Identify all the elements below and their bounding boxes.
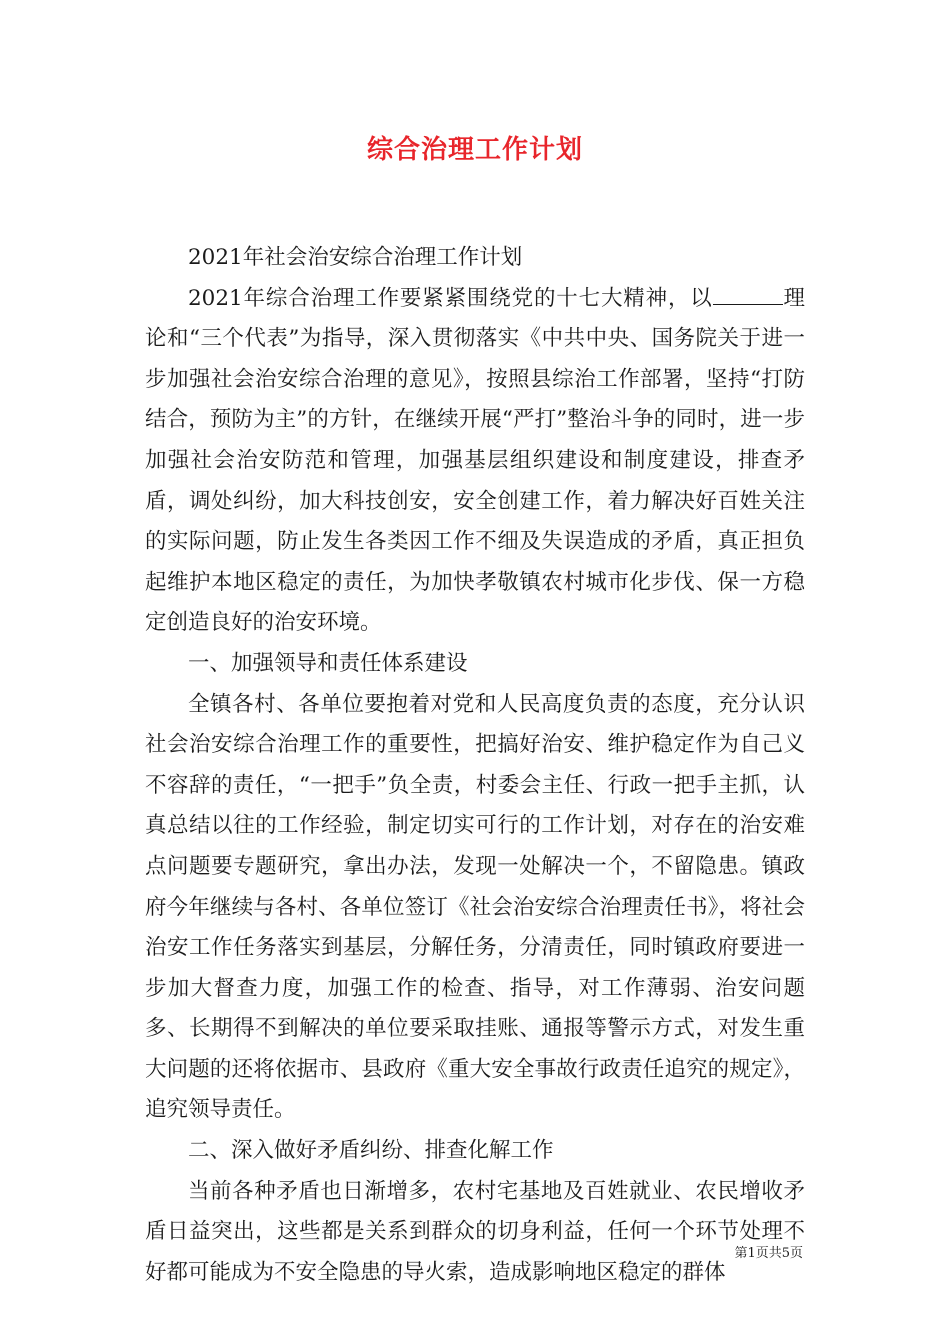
document-body [145,238,805,1293]
section2-heading: 二、深入做好矛盾纠纷、排查化解工作 [188,1138,554,1164]
intro-text-part2: 理论和“三个代表”为指导，深入贯彻落实《中共中央、国务院关于进一步加强社会治安综合治理的意见》，按照县综治工作部署，坚持“打防结合，预防为主”的方针，在继续开展“严打”整治斗争的同时，进一步加强社会治安防范和管理，加强基层组织建设和制度建设，排查矛盾，调处纠纷，加大科技创安，安全创建工作，着力解决好百姓关注的实际问题，防止发生各类因工作不细及失误造成的矛盾，真正担负起维护本地区稳定的责任，为加快孝敬镇农村城市化步伐、保一方稳定创造良好的治安环境。 [145,285,805,636]
intro-paragraph [145,279,805,644]
document-title: 综合治理工作计划 [366,135,583,165]
document-subtitle: 2021年社会治安综合治理工作计划 [188,245,523,270]
blank-underline [713,282,783,305]
page-number: 第1页共5页 [734,1246,803,1261]
intro-text-part1: 2021年综合治理工作要紧紧围绕党的十七大精神，以 [188,285,713,311]
section1-paragraph: 全镇各村、各单位要抱着对党和人民高度负责的态度，充分认识社会治安综合治理工作的重要性，把搞好治安、维护稳定作为自己义不容辞的责任，“一把手”负全责，村委会主任、行政一把手主抓，认真总结以往的工作经验，制定切实可行的工作计划，对存在的治安难点问题要专题研究，拿出办法，发现一处解决一个，不留隐患。镇政府今年继续与各村、各单位签订《社会治安综合治理责任书》，将社会治安工作任务落实到基层，分解任务，分清责任，同时镇政府要进一步加大督查力度，加强工作的检查、指导，对工作薄弱、治安问题多、长期得不到解决的单位要采取挂账、通报等警示方式，对发生重大问题的还将依据市、县政府《重大安全事故行政责任追究的规定》，追究领导责任。 [145,691,805,1123]
section2-paragraph: 当前各种矛盾也日渐增多，农村宅基地及百姓就业、农民增收矛盾日益突出，这些都是关系到群众的切身利益，任何一个环节处理不好都可能成为不安全隐患的导火索，造成影响地区稳定的群体 [145,1178,805,1285]
section1-heading: 一、加强领导和责任体系建设 [188,650,468,676]
